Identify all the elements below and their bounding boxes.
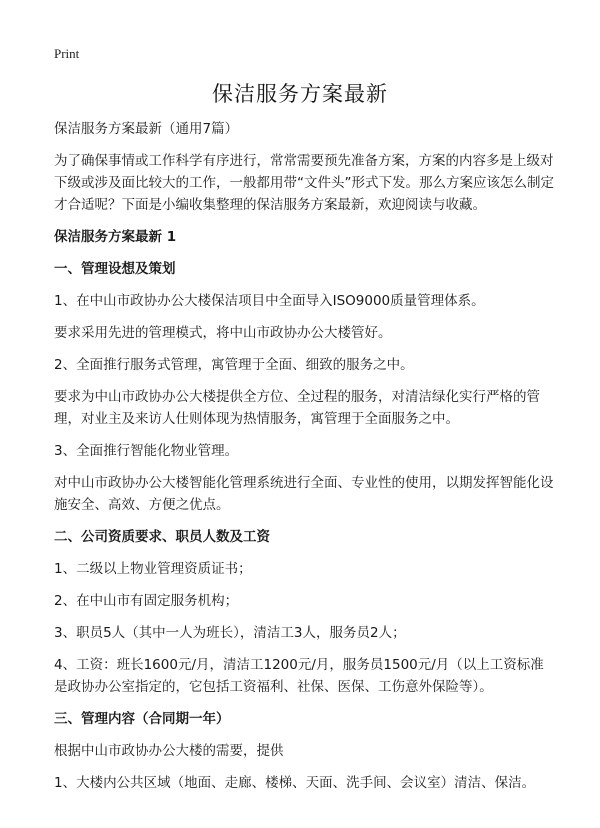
section-heading: 三、管理内容（合同期一年） — [54, 711, 230, 727]
paragraph: 2、在中山市有固定服务机构； — [54, 593, 239, 609]
paragraph: 对中山市政协办公大楼智能化管理系统进行全面、专业性的使用，以期发挥智能化设施安全、高效、方便之优点。 — [54, 475, 554, 513]
page-title: 保洁服务方案最新 — [212, 82, 388, 106]
paragraph: 4、工资：班长1600元/月，清洁工1200元/月，服务员1500元/月（以上工资标准是政协办公室指定的，它包括工资福利、社保、医保、工伤意外保险等）。 — [54, 657, 544, 695]
print-link[interactable]: Print — [54, 46, 80, 61]
paragraph: 保洁服务方案最新（通用7篇） — [54, 121, 239, 137]
paragraph: 要求为中山市政协办公大楼提供全方位、全过程的服务，对清洁绿化实行严格的管理，对业主及来访人仕则体现为热情服务，寓管理于全面服务之中。 — [54, 389, 540, 427]
paragraph: 1、二级以上物业管理资质证书； — [54, 561, 252, 577]
paragraph: 要求采用先进的管理模式，将中山市政协办公大楼管好。 — [54, 325, 392, 341]
paragraph: 根据中山市政协办公大楼的需要，提供 — [54, 743, 284, 759]
document-body — [54, 118, 554, 794]
paragraph: 3、全面推行智能化物业管理。 — [54, 443, 239, 459]
section-heading: 保洁服务方案最新 1 — [54, 229, 177, 245]
paragraph: 1、大楼内公共区域（地面、走廊、楼梯、天面、洗手间、会议室）清洁、保洁。 — [54, 775, 536, 791]
section-heading: 一、管理设想及策划 — [54, 261, 176, 277]
paragraph: 2、全面推行服务式管理，寓管理于全面、细致的服务之中。 — [54, 357, 414, 373]
section-heading: 二、公司资质要求、职员人数及工资 — [54, 529, 270, 545]
paragraph: 1、在中山市政协办公大楼保洁项目中全面导入ISO9000质量管理体系。 — [54, 293, 485, 309]
paragraph: 为了确保事情或工作科学有序进行，常常需要预先准备方案，方案的内容多是上级对下级或涉及面比较大的工作，一般都用带“文件头”形式下发。那么方案应该怎么制定才合适呢？下面是小编收集整理的保洁服务方案最新，欢迎阅读与收藏。 — [54, 153, 554, 213]
paragraph: 3、职员5人（其中一人为班长），清洁工3人，服务员2人； — [54, 625, 406, 641]
